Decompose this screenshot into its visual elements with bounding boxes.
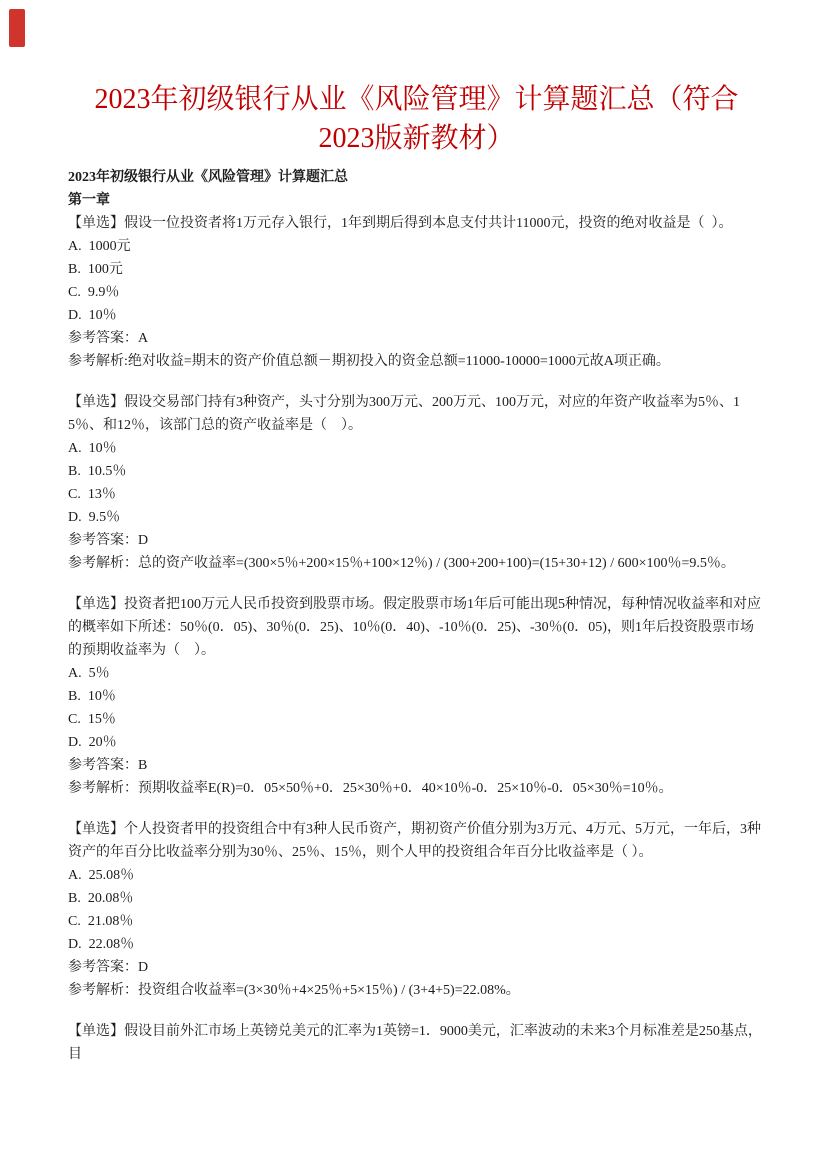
question-stem: 【单选】假设一位投资者将1万元存入银行，1年到期后得到本息支付共计11000元，投资的绝对收益是（ ）。 xyxy=(68,216,733,231)
answer-line: 参考答案：B xyxy=(68,758,148,773)
question-stem: 【单选】假设目前外汇市场上英镑兑美元的汇率为1英镑=1．9000美元，汇率波动的未来3个月标准差是250基点，目 xyxy=(68,1024,762,1062)
option-d: D. 9.5％ xyxy=(68,510,121,525)
option-b: B. 10％ xyxy=(68,689,116,704)
answer-line: 参考答案：D xyxy=(68,960,149,975)
question-stem: 【单选】个人投资者甲的投资组合中有3种人民币资产，期初资产价值分别为3万元、4万元、5万元，一年后，3种资产的年百分比收益率分别为30％、25％、15％，则个人甲的投资组合年百分比收益率是（ ）。 xyxy=(68,822,761,860)
red-corner-mark xyxy=(9,9,25,47)
analysis-line: 参考解析：总的资产收益率=(300×5％+200×15％+100×12％) / (300+200+100)=(15+30+12) / 600×100％=9.5％。 xyxy=(68,556,735,571)
option-d: D. 20％ xyxy=(68,735,117,750)
answer-line: 参考答案：D xyxy=(68,533,149,548)
analysis-line: 参考解析:绝对收益=期末的资产价值总额－期初投入的资金总额=11000-10000=1000元故A项正确。 xyxy=(68,354,670,369)
question-block-1 xyxy=(68,212,765,373)
question-stem: 【单选】假设交易部门持有3种资产，头寸分别为300万元、200万元、100万元，对应的年资产收益率为5％、15％、和12％，该部门总的资产收益率是（ ）。 xyxy=(68,395,740,433)
option-c: C. 13％ xyxy=(68,487,116,502)
option-a: A. 10％ xyxy=(68,441,117,456)
chapter-heading: 第一章 xyxy=(68,193,110,208)
analysis-line: 参考解析：投资组合收益率=(3×30％+4×25％+5×15％) / (3+4+5)=22.08%。 xyxy=(68,983,520,998)
option-a: A. 25.08％ xyxy=(68,868,135,883)
question-stem: 【单选】投资者把100万元人民币投资到股票市场。假定股票市场1年后可能出现5种情况，每种情况收益率和对应的概率如下所述：50％(0．05)、30％(0．25)、10％(0．40)、-10％(0．25)、-30％(0．05)，则1年后投资股票市场的预期收益率为（ ）。 xyxy=(68,597,761,658)
document-subtitle: 2023年初级银行从业《风险管理》计算题汇总 xyxy=(68,170,348,185)
option-d: D. 22.08％ xyxy=(68,937,135,952)
question-block-4 xyxy=(68,818,765,1002)
option-c: C. 15％ xyxy=(68,712,116,727)
option-a: A. 5％ xyxy=(68,666,110,681)
question-block-5 xyxy=(68,1020,765,1066)
question-block-3 xyxy=(68,593,765,800)
option-b: B. 10.5％ xyxy=(68,464,127,479)
question-block-2 xyxy=(68,391,765,575)
option-c: C. 9.9％ xyxy=(68,285,120,300)
option-d: D. 10％ xyxy=(68,308,117,323)
option-c: C. 21.08％ xyxy=(68,914,134,929)
answer-line: 参考答案：A xyxy=(68,331,149,346)
option-b: B. 100元 xyxy=(68,262,123,277)
option-a: A. 1000元 xyxy=(68,239,131,254)
analysis-line: 参考解析：预期收益率E(R)=0．05×50％+0．25×30％+0．40×10％-0．25×10％-0．05×30％=10％。 xyxy=(68,781,673,796)
document-title: 2023年初级银行从业《风险管理》计算题汇总（符合2023版新教材） xyxy=(94,84,739,154)
option-b: B. 20.08％ xyxy=(68,891,134,906)
